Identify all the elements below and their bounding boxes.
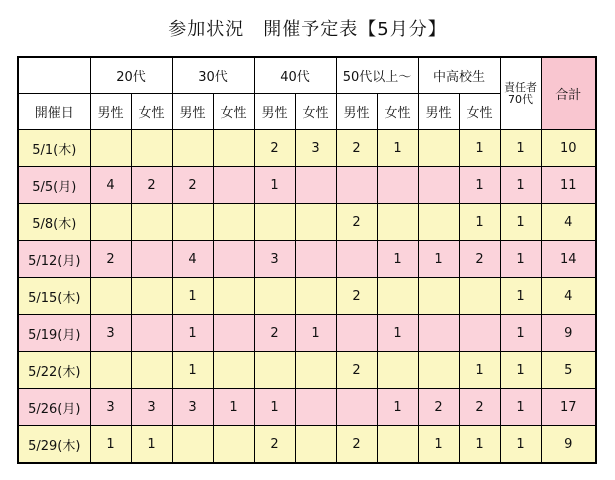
date-cell: 5/15(木) (18, 278, 90, 315)
total-cell: 4 (541, 278, 596, 315)
count-cell: 1 (459, 426, 500, 464)
count-cell: 1 (172, 315, 213, 352)
count-cell (377, 426, 418, 464)
count-cell: 1 (172, 278, 213, 315)
female-header: 女性 (213, 94, 254, 130)
count-cell: 2 (254, 315, 295, 352)
count-cell (131, 130, 172, 167)
header-row-groups (18, 57, 596, 94)
count-cell (254, 204, 295, 241)
count-cell: 1 (500, 130, 541, 167)
count-cell: 1 (500, 352, 541, 389)
count-cell: 1 (500, 315, 541, 352)
count-cell: 3 (90, 315, 131, 352)
count-cell (336, 389, 377, 426)
date-cell: 5/1(木) (18, 130, 90, 167)
count-cell: 1 (459, 130, 500, 167)
count-cell (295, 241, 336, 278)
count-cell: 2 (254, 130, 295, 167)
count-cell: 4 (172, 241, 213, 278)
female-header: 女性 (459, 94, 500, 130)
total-cell: 14 (541, 241, 596, 278)
count-cell: 2 (459, 389, 500, 426)
male-header: 男性 (172, 94, 213, 130)
male-header: 男性 (418, 94, 459, 130)
count-cell (418, 278, 459, 315)
count-cell: 3 (131, 389, 172, 426)
count-cell: 1 (213, 389, 254, 426)
count-cell (295, 426, 336, 464)
count-cell (131, 241, 172, 278)
female-header: 女性 (377, 94, 418, 130)
count-cell: 2 (336, 352, 377, 389)
total-cell: 9 (541, 315, 596, 352)
count-cell: 2 (336, 278, 377, 315)
count-cell (131, 352, 172, 389)
count-cell: 2 (336, 204, 377, 241)
count-cell (213, 426, 254, 464)
count-cell: 1 (254, 389, 295, 426)
total-cell: 17 (541, 389, 596, 426)
count-cell: 1 (500, 241, 541, 278)
total-cell: 9 (541, 426, 596, 464)
table-row (18, 352, 596, 389)
table-row (18, 130, 596, 167)
date-cell: 5/26(月) (18, 389, 90, 426)
count-cell: 1 (131, 426, 172, 464)
count-cell (90, 204, 131, 241)
count-cell: 1 (459, 352, 500, 389)
leader-label: 責任者 70代 (504, 80, 537, 106)
count-cell: 1 (500, 278, 541, 315)
male-header: 男性 (90, 94, 131, 130)
count-cell (254, 352, 295, 389)
male-header: 男性 (336, 94, 377, 130)
header-blank (18, 57, 90, 94)
group-50s-plus: 50代以上～ (336, 57, 418, 94)
table-row (18, 315, 596, 352)
count-cell (295, 167, 336, 204)
count-cell (213, 241, 254, 278)
count-cell (459, 278, 500, 315)
schedule-table (17, 56, 597, 464)
count-cell: 1 (295, 315, 336, 352)
count-cell: 2 (254, 426, 295, 464)
count-cell (336, 167, 377, 204)
count-cell: 2 (90, 241, 131, 278)
count-cell (377, 204, 418, 241)
count-cell (295, 204, 336, 241)
count-cell (213, 315, 254, 352)
count-cell: 2 (418, 389, 459, 426)
count-cell (90, 352, 131, 389)
count-cell (418, 130, 459, 167)
count-cell (336, 241, 377, 278)
total-cell: 5 (541, 352, 596, 389)
count-cell (295, 389, 336, 426)
count-cell: 2 (459, 241, 500, 278)
count-cell (336, 315, 377, 352)
count-cell (213, 278, 254, 315)
count-cell (377, 167, 418, 204)
count-cell: 2 (336, 130, 377, 167)
date-header: 開催日 (18, 94, 90, 130)
group-30s: 30代 (172, 57, 254, 94)
group-40s: 40代 (254, 57, 336, 94)
count-cell: 1 (500, 389, 541, 426)
male-header: 男性 (254, 94, 295, 130)
count-cell (418, 167, 459, 204)
count-cell: 2 (131, 167, 172, 204)
table-row (18, 204, 596, 241)
count-cell (90, 130, 131, 167)
count-cell (418, 315, 459, 352)
date-cell: 5/8(木) (18, 204, 90, 241)
count-cell (459, 315, 500, 352)
count-cell: 1 (377, 130, 418, 167)
count-cell (418, 352, 459, 389)
table-row (18, 241, 596, 278)
count-cell (131, 315, 172, 352)
count-cell: 1 (500, 167, 541, 204)
table-row (18, 389, 596, 426)
count-cell (213, 204, 254, 241)
leader-header (500, 57, 541, 130)
count-cell: 2 (172, 167, 213, 204)
group-students: 中高校生 (418, 57, 500, 94)
total-cell: 11 (541, 167, 596, 204)
date-cell: 5/29(木) (18, 426, 90, 464)
count-cell (172, 130, 213, 167)
count-cell (295, 278, 336, 315)
total-header: 合計 (541, 57, 596, 130)
count-cell: 1 (90, 426, 131, 464)
count-cell (418, 204, 459, 241)
count-cell: 2 (336, 426, 377, 464)
count-cell: 1 (459, 204, 500, 241)
count-cell: 1 (377, 315, 418, 352)
total-cell: 4 (541, 204, 596, 241)
group-20s: 20代 (90, 57, 172, 94)
total-cell: 10 (541, 130, 596, 167)
count-cell: 1 (459, 167, 500, 204)
date-cell: 5/5(月) (18, 167, 90, 204)
count-cell: 1 (500, 204, 541, 241)
count-cell (213, 130, 254, 167)
table-row (18, 167, 596, 204)
female-header: 女性 (131, 94, 172, 130)
count-cell (90, 278, 131, 315)
count-cell (131, 278, 172, 315)
count-cell: 1 (254, 167, 295, 204)
count-cell: 1 (418, 426, 459, 464)
count-cell (131, 204, 172, 241)
count-cell (295, 352, 336, 389)
count-cell: 3 (90, 389, 131, 426)
count-cell (172, 204, 213, 241)
count-cell: 3 (295, 130, 336, 167)
date-cell: 5/12(月) (18, 241, 90, 278)
page-title: 参加状況 開催予定表【5月分】 (168, 19, 447, 40)
count-cell: 1 (377, 241, 418, 278)
count-cell: 1 (418, 241, 459, 278)
date-cell: 5/19(月) (18, 315, 90, 352)
table-row (18, 278, 596, 315)
count-cell: 4 (90, 167, 131, 204)
count-cell (172, 426, 213, 464)
female-header: 女性 (295, 94, 336, 130)
count-cell: 1 (377, 389, 418, 426)
count-cell (213, 167, 254, 204)
table-row (18, 426, 596, 464)
date-cell: 5/22(木) (18, 352, 90, 389)
count-cell (377, 278, 418, 315)
count-cell: 3 (254, 241, 295, 278)
count-cell (377, 352, 418, 389)
count-cell: 1 (500, 426, 541, 464)
count-cell: 1 (172, 352, 213, 389)
count-cell (213, 352, 254, 389)
count-cell: 3 (172, 389, 213, 426)
count-cell (254, 278, 295, 315)
